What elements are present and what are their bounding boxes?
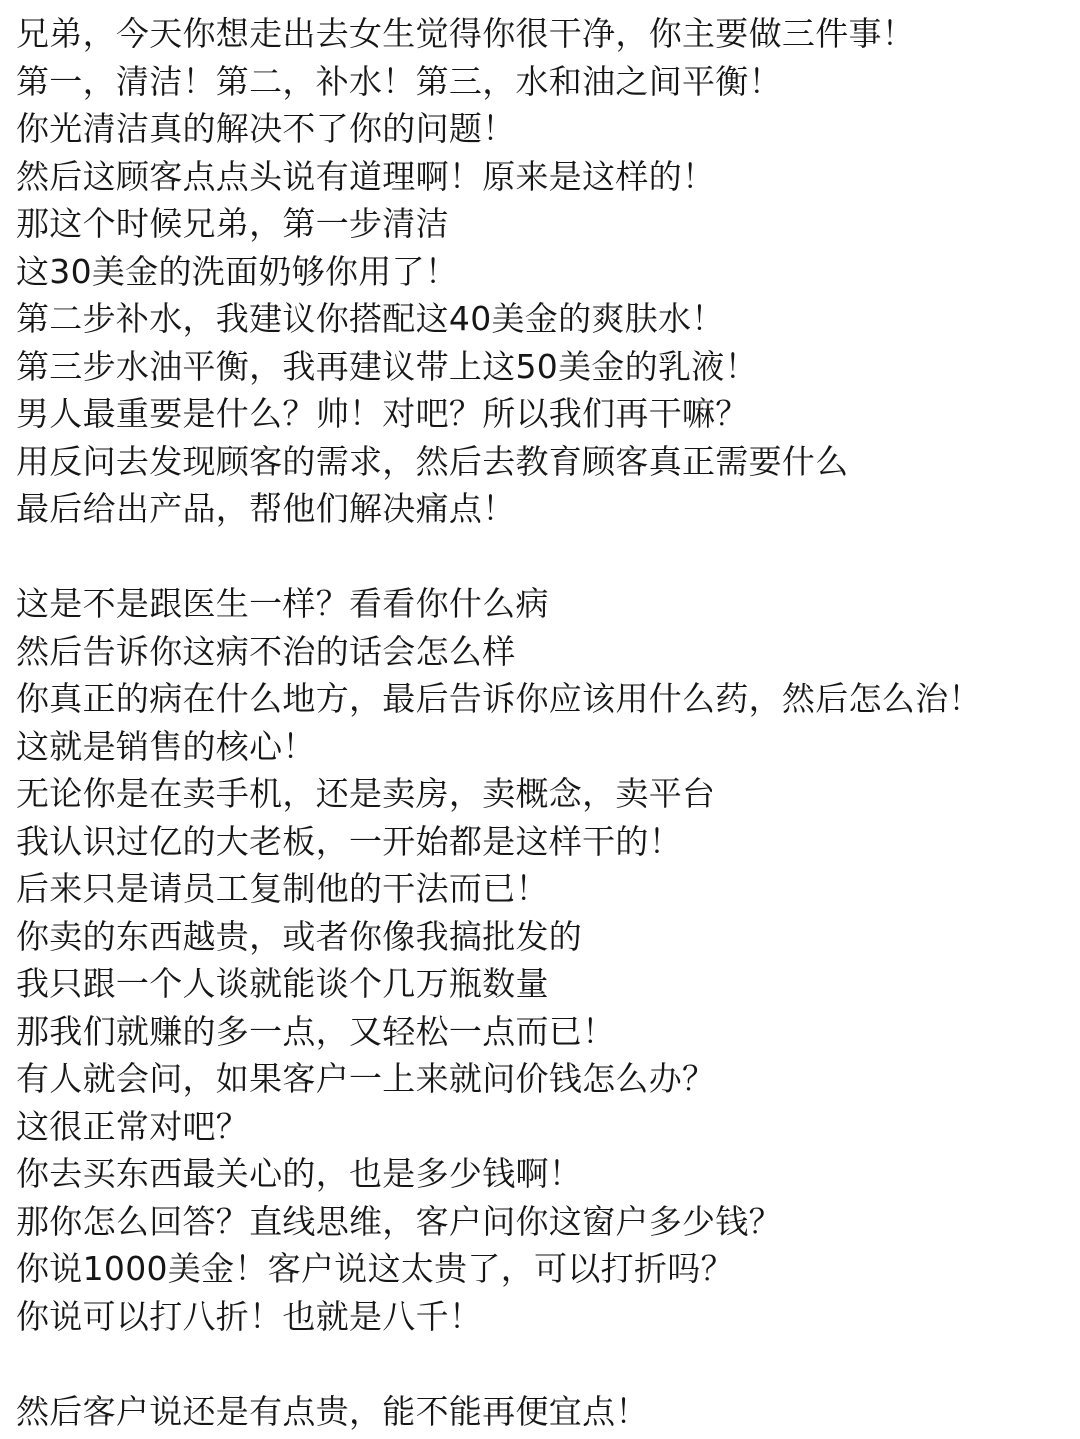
text-line: 第一，清洁！第二，补水！第三，水和油之间平衡！	[16, 61, 782, 101]
text-line: 我认识过亿的大老板，一开始都是这样干的！	[16, 821, 682, 861]
text-line: 有人就会问，如果客户一上来就问价钱怎么办？	[16, 1059, 716, 1098]
text-line: 那你怎么回答？直线思维，客户问你这窗户多少钱？	[16, 1201, 782, 1241]
text-line: 然后这顾客点点头说有道理啊！原来是这样的！	[16, 156, 716, 196]
text-line: 你去买东西最关心的，也是多少钱啊！	[16, 1154, 583, 1193]
text-line: 我只跟一个人谈就能谈个几万瓶数量	[16, 964, 549, 1003]
text-line: 你光清洁真的解决不了你的问题！	[16, 109, 516, 148]
text-line: 用反问去发现顾客的需求，然后去教育顾客真正需要什么	[16, 441, 849, 481]
text-line: 然后客户说还是有点贵，能不能再便宜点！	[16, 1391, 649, 1431]
text-line: 你说1000美金！客户说这太贵了，可以打折吗？	[16, 1249, 734, 1288]
text-line: 你真正的病在什么地方，最后告诉你应该用什么药，然后怎么治！	[16, 679, 982, 718]
text-line: 兄弟，今天你想走出去女生觉得你很干净，你主要做三件事！	[16, 14, 916, 53]
paragraph-1	[16, 10, 1076, 533]
paragraph-3	[16, 1388, 1076, 1436]
document-body	[16, 10, 1076, 1435]
text-line: 最后给出产品，帮他们解决痛点！	[16, 489, 516, 528]
text-line: 第二步补水，我建议你搭配这40美金的爽肤水！	[16, 299, 725, 338]
paragraph-spacer	[16, 1340, 1076, 1388]
text-line: 后来只是请员工复制他的干法而已！	[16, 869, 549, 908]
text-line: 你说可以打八折！也就是八千！	[16, 1296, 483, 1336]
paragraph-spacer	[16, 533, 1076, 581]
text-line: 这很正常对吧？	[16, 1106, 250, 1146]
paragraph-2	[16, 580, 1076, 1340]
text-line: 这30美金的洗面奶够你用了！	[16, 251, 459, 291]
text-line: 这就是销售的核心！	[16, 726, 316, 766]
text-line: 男人最重要是什么？帅！对吧？所以我们再干嘛？	[16, 394, 749, 433]
text-line: 无论你是在卖手机，还是卖房，卖概念，卖平台	[16, 774, 716, 813]
text-line: 你卖的东西越贵，或者你像我搞批发的	[16, 916, 583, 956]
text-line: 然后告诉你这病不治的话会怎么样	[16, 631, 516, 671]
text-line: 这是不是跟医生一样？看看你什么病	[16, 584, 549, 623]
text-line: 第三步水油平衡，我再建议带上这50美金的乳液！	[16, 346, 758, 386]
text-line: 那这个时候兄弟，第一步清洁	[16, 204, 449, 243]
text-line: 那我们就赚的多一点，又轻松一点而已！	[16, 1011, 616, 1051]
